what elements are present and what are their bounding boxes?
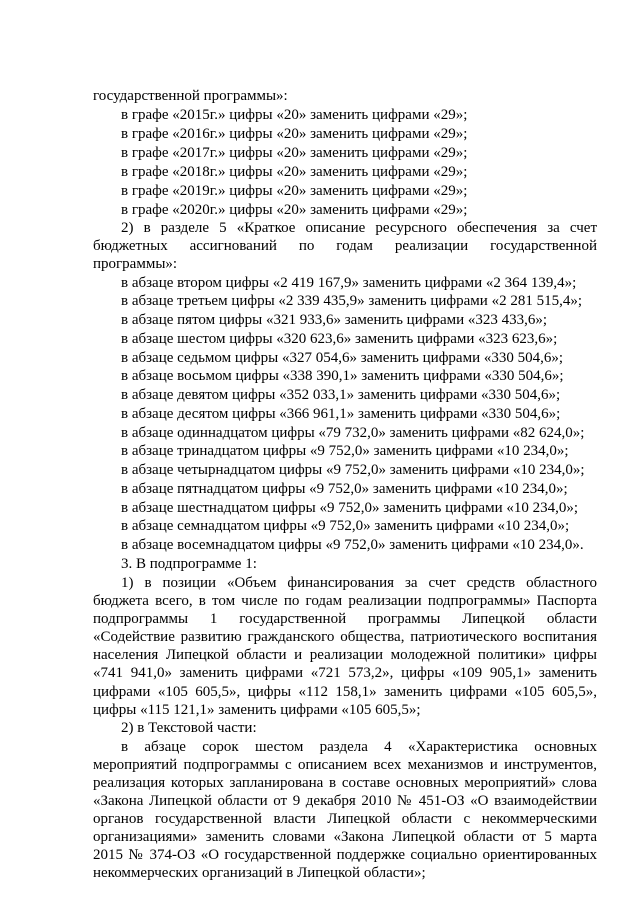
text-line: «741 941,0» заменить цифрами «721 573,2», цифры «109 905,1» заменить [93,665,597,681]
text-line: в абзаце пятом цифры «321 933,6» заменить цифрами «323 433,6»; [121,312,548,328]
text-line: в абзаце шестом цифры «320 623,6» заменить цифрами «323 623,6»; [121,331,558,347]
text-line: мероприятий подпрограммы с описанием всех механизмов и инструментов, [93,757,597,773]
text-line: в абзаце шестнадцатом цифры «9 752,0» заменить цифрами «10 234,0»; [121,500,579,516]
text-line: 2015 № 374-ОЗ «О государственной поддержке социально ориентированных [93,847,597,863]
text-line: бюджета всего, в том числе по годам реализации подпрограммы» Паспорта [93,593,597,609]
text-line: бюджетных ассигнований по годам реализации государственной [93,238,597,254]
text-line: населения Липецкой области и реализации молодежной политики» цифры [93,647,597,663]
text-line: 2) в Текстовой части: [121,720,257,736]
text-line: в абзаце втором цифры «2 419 167,9» заменить цифрами «2 364 139,4»; [121,275,577,291]
text-line: подпрограммы 1 государственной программы Липецкой области [93,611,597,627]
text-line: в абзаце четырнадцатом цифры «9 752,0» заменить цифрами «10 234,0»; [121,462,585,478]
text-line: государственной программы»: [93,88,288,104]
text-line: цифры «115 121,1» заменить цифрами «105 605,5»; [93,702,421,718]
text-line: «Содействие развитию гражданского общества, патриотического воспитания [93,629,597,645]
text-line: в графе «2017г.» цифры «20» заменить цифрами «29»; [121,145,468,161]
text-line: в абзаце одиннадцатом цифры «79 732,0» заменить цифрами «82 624,0»; [121,425,585,441]
text-line: в графе «2020г.» цифры «20» заменить цифрами «29»; [121,202,468,218]
text-line: в абзаце восемнадцатом цифры «9 752,0» заменить цифрами «10 234,0». [121,537,584,553]
text-line: в абзаце десятом цифры «366 961,1» заменить цифрами «330 504,6»; [121,406,561,422]
text-line: в графе «2019г.» цифры «20» заменить цифрами «29»; [121,183,468,199]
text-line: некоммерческих организаций в Липецкой области»; [93,865,426,881]
text-line: 1) в позиции «Объем финансирования за счет средств областного [121,575,597,591]
text-line: реализация которых запланирована в составе основных мероприятий» слова [93,775,597,791]
text-line: 3. В подпрограмме 1: [121,556,257,572]
text-line: в графе «2018г.» цифры «20» заменить цифрами «29»; [121,164,468,180]
text-line: в абзаце третьем цифры «2 339 435,9» заменить цифрами «2 281 515,4»; [121,293,582,309]
text-line: «Закона Липецкой области от 9 декабря 2010 № 451-ОЗ «О взаимодействии [93,793,597,809]
text-line: в абзаце восьмом цифры «338 390,1» заменить цифрами «330 504,6»; [121,368,564,384]
text-line: в графе «2015г.» цифры «20» заменить цифрами «29»; [121,107,468,123]
text-line: в абзаце девятом цифры «352 033,1» заменить цифрами «330 504,6»; [121,387,561,403]
text-line: цифрами «105 605,5», цифры «112 158,1» заменить цифрами «105 605,5», [93,684,597,700]
text-line: программы»: [93,256,178,272]
text-line: в абзаце сорок шестом раздела 4 «Характеристика основных [121,739,597,755]
text-line: в абзаце седьмом цифры «327 054,6» заменить цифрами «330 504,6»; [121,350,564,366]
text-line: в абзаце семнадцатом цифры «9 752,0» заменить цифрами «10 234,0»; [121,518,570,534]
text-line: органов государственной власти Липецкой области с некоммерческими [93,811,597,827]
text-line: 2) в разделе 5 «Краткое описание ресурсного обеспечения за счет [121,220,597,236]
text-line: в графе «2016г.» цифры «20» заменить цифрами «29»; [121,126,468,142]
text-line: в абзаце тринадцатом цифры «9 752,0» заменить цифрами «10 234,0»; [121,443,569,459]
text-line: в абзаце пятнадцатом цифры «9 752,0» заменить цифрами «10 234,0»; [121,481,568,497]
text-line: организациями» заменить словами «Закона Липецкой области от 5 марта [93,829,597,845]
